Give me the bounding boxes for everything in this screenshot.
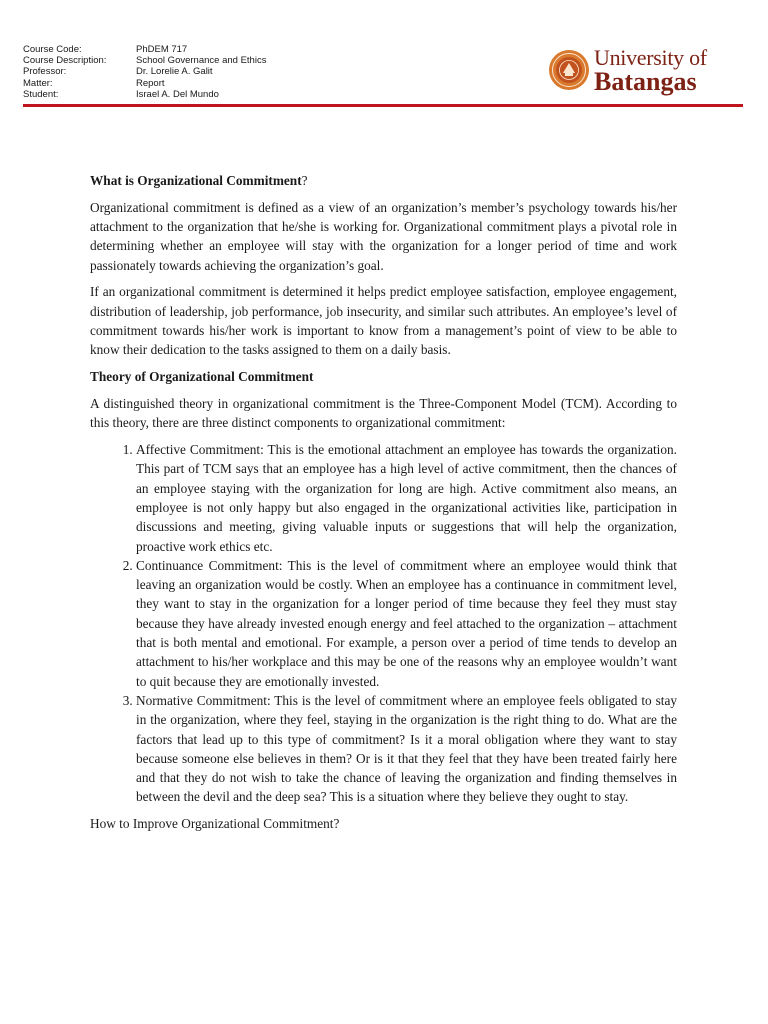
meta-value: PhDEM 717 (136, 44, 188, 55)
heading-theory: Theory of Organizational Commitment (90, 369, 314, 385)
list-item-affective: 1. Affective Commitment: This is the emotional attachment an employee has towards the organization. This part of TCM says that an employee has a high level of active commitment, then the chances of an employee staying with the organization for long are high. Active commitment also means, an employee is not only happy but also engaged in the organizational activities like, participation in discussions and meeting, giving valuable inputs or suggestions that will help the organization, proactive work ethics etc. (136, 440, 677, 556)
paragraph-definition: Organizational commitment is defined as a view of an organization’s member’s psychology towards his/her attachment to the organization that he/she is working for. Organizational commitment plays a pivotal role in determining whether an employee will stay with the organization for a longer period of time and work passionately towards achieving the organization’s goal. (90, 199, 677, 273)
header-divider (23, 104, 743, 107)
meta-label: Course Code: (23, 44, 82, 55)
meta-value: School Governance and Ethics (136, 55, 267, 67)
meta-label: Student: (23, 88, 59, 100)
paragraph-tcm-intro: A distinguished theory in organizational commitment is the Three-Component Model (TCM). According to this theory, there are three distinct components to organizational commitment: (90, 395, 677, 431)
logo-text-line1: University of (594, 45, 707, 70)
meta-label: Matter: (23, 77, 53, 89)
heading-what-is-text: What is Organizational Commitment (90, 173, 302, 188)
meta-value: Report (136, 77, 165, 89)
list-item-normative: 3. Normative Commitment: This is the level of commitment where an employee feels obligated to stay in the organization, where they feel, staying in the organization is the right thing to do. What are the factors that lead up to this type of commitment? Is it a moral obligation where they want to stay because someone else believes in them? Or is it that they feel that they have been treated fairly here and that they do not wish to take the chance of leaving the organization and finding themselves in between the devil and the deep sea? This is a situation where they believe they ought to stay. (136, 691, 677, 807)
university-logo (548, 46, 728, 96)
meta-value: Dr. Lorelie A. Galit (136, 66, 213, 78)
meta-value: Israel A. Del Mundo (136, 88, 219, 100)
meta-label: Course Description: (23, 55, 107, 67)
heading-what-is-suffix: ? (301, 173, 308, 188)
list-item-continuance: 2. Continuance Commitment: This is the level of commitment where an employee would think that leaving an organization would be costly. When an employee has a continuance in commitment level, they want to stay in the organization for a longer period of time because they feel they must stay because they have already invested enough energy and feel attached to the organization – attachment that is both mental and emotional. For example, a person over a period of time tends to develop an attachment to his/her workplace and this may be one of the reasons why an employee wouldn’t want to quit because they are emotionally invested. (136, 556, 677, 691)
paragraph-how-to-improve: How to Improve Organizational Commitment? (90, 816, 340, 832)
tcm-component-list (90, 440, 677, 807)
meta-label: Professor: (23, 66, 67, 78)
paragraph-prediction: If an organizational commitment is determined it helps predict employee satisfaction, employee engagement, distribution of leadership, job performance, job insecurity, and similar such attributes. An employee’s level of commitment towards his/her work is important to know from a management’s point of view to be able to know their dedication to the tasks assigned to them on a daily basis. (90, 284, 677, 358)
document-body (90, 171, 677, 841)
logo-text-line2: Batangas (594, 67, 697, 96)
heading-what-is (90, 171, 677, 190)
university-seal-icon (548, 49, 590, 91)
